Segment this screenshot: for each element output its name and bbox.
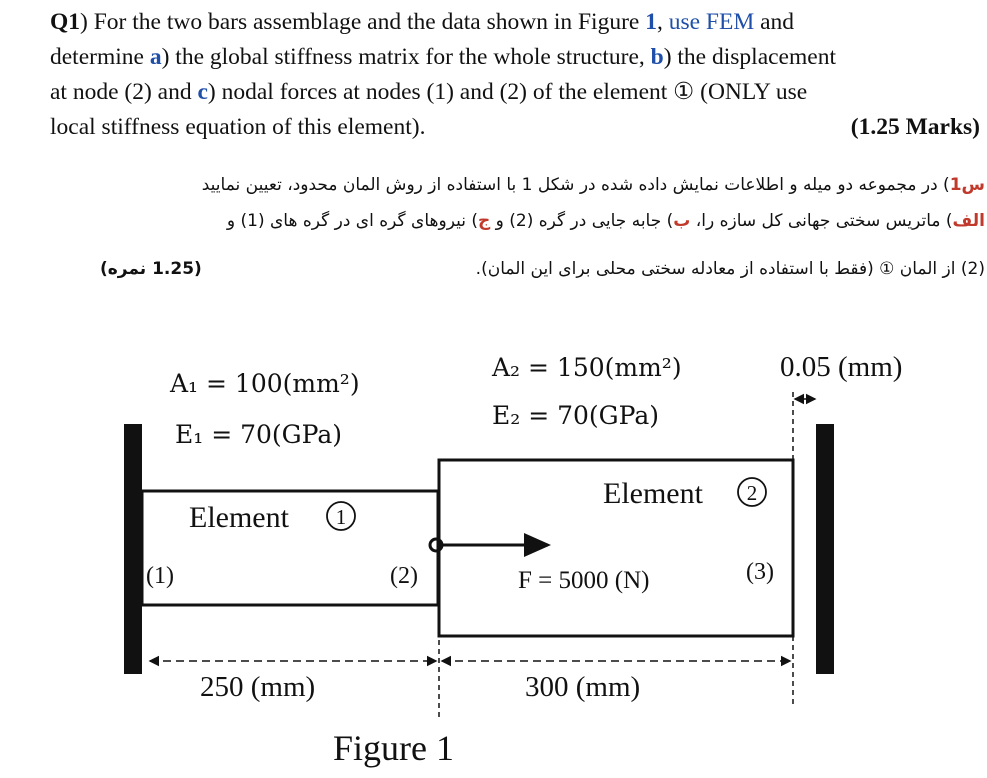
node-2-label: (2) bbox=[390, 563, 418, 589]
question-label: Q1 bbox=[50, 9, 81, 35]
a2-label: A₂ = 150(mm²) bbox=[492, 353, 682, 382]
len-1-label: 250 (mm) bbox=[200, 671, 316, 703]
element-2-label: Element bbox=[603, 477, 703, 510]
element-1-number: 1 bbox=[335, 505, 347, 529]
a1-label: A₁ = 100(mm²) bbox=[170, 369, 360, 398]
question-line-3: at node (2) and c) nodal forces at nodes (1) and (2) of the element ① (ONLY use bbox=[50, 79, 808, 105]
e2-label: E₂ = 70(GPa) bbox=[492, 401, 660, 430]
marks-badge: (1.25 Marks) bbox=[850, 114, 980, 140]
persian-line-2: الف) ماتریس سختی جهانی کل سازه را، ب) جابه جایی در گره (2) و ج) نیروهای گره ای در گره های (1) و bbox=[226, 211, 985, 231]
question-line-4: local stiffness equation of this element). (1.25 Marks) bbox=[50, 110, 980, 145]
gap-label: 0.05 (mm) bbox=[780, 351, 903, 383]
node-1-label: (1) bbox=[146, 563, 174, 589]
node-3-label: (3) bbox=[746, 559, 774, 585]
e1-label: E₁ = 70(GPa) bbox=[175, 420, 343, 449]
left-wall bbox=[124, 424, 142, 674]
persian-marks: (1.25 نمره) bbox=[100, 259, 202, 279]
len-2-label: 300 (mm) bbox=[525, 671, 641, 703]
element-1-label: Element bbox=[189, 501, 289, 534]
element-2-number: 2 bbox=[746, 481, 758, 505]
right-wall bbox=[816, 424, 834, 674]
question-line-1: Q1) For the two bars assemblage and the data shown in Figure 1, use FEM and bbox=[50, 9, 795, 35]
persian-line-3: (2) از المان ① (فقط با استفاده از معادله سختی محلی برای این المان). (1.25 نمره) bbox=[40, 252, 985, 286]
figure-caption: Figure 1 bbox=[333, 728, 454, 768]
force-label: F = 5000 (N) bbox=[518, 567, 650, 594]
question-line-2: determine a) the global stiffness matrix for the whole structure, b) the displacement bbox=[50, 44, 836, 70]
persian-line-1: س1) در مجموعه دو میله و اطلاعات نمایش داده شده در شکل 1 با استفاده از روش المان محدود، تعیین نمایید bbox=[201, 175, 985, 195]
